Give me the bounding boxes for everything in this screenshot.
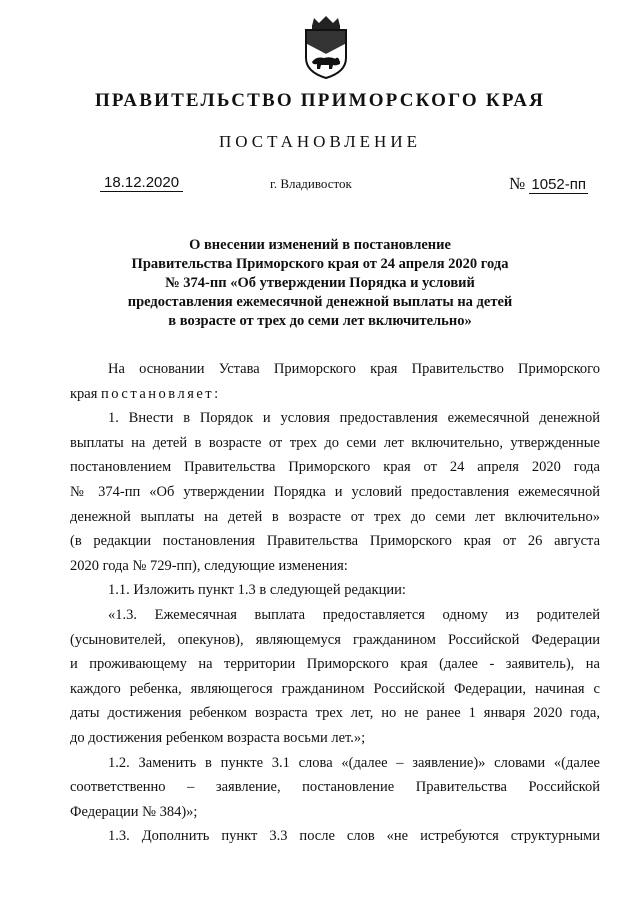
quote-line: и проживающему на территории Приморского края (далее - заявитель), на [70,656,600,673]
resolves-word: постановляет [101,385,215,402]
quote-line: «1.3. Ежемесячная выплата предоставляется одному из родителей [108,606,600,623]
preamble-line [70,382,600,407]
document-number [509,174,588,194]
paragraph-line: выплаты на детей в возрасте от трех до семи лет включительно, утвержденные [70,434,600,451]
paragraph-line: (в редакции постановления Правительства Приморского края от 26 августа [70,533,600,550]
quote-line: (усыновителей, опекунов), являющемуся гражданином Российской Федерации [70,631,600,648]
coat-of-arms-icon [300,14,352,80]
paragraph-line: 1.2. Заменить в пункте 3.1 слова «(далее – заявление)» словами «(далее [108,754,600,771]
paragraph-line: 2020 года № 729-пп), следующие изменения: [70,557,348,574]
document-body [70,357,600,849]
paragraph-line: соответственно – заявление, постановление Правительства Российской [70,779,600,796]
preamble-colon: : [214,385,219,402]
document-date-value: 18.12.2020 [100,174,183,192]
paragraph-line: Федерации № 384)»; [70,803,198,820]
paragraph-line: 1. Внести в Порядок и условия предоставления ежемесячной денежной [108,410,600,427]
quote-line: каждого ребенка, являющегося гражданином Российской Федерации, начиная с [70,680,600,697]
document-subject [110,236,530,331]
document-number-value: 1052-пп [531,176,586,193]
paragraph-line: денежной выплаты на детей в возрасте от трех до семи лет включительно» [70,508,600,525]
quote-line: до достижения ребенком возраста восьми лет.»; [70,729,366,746]
subject-line: № 374-пп «Об утверждении Порядка и условий [165,275,475,291]
subject-line: Правительства Приморского края от 24 апреля 2020 года [131,256,509,272]
subject-line: предоставления ежемесячной денежной выплаты на детей [127,294,513,310]
number-symbol: № [508,174,526,193]
subject-line: в возрасте от трех до семи лет включительно» [168,313,472,329]
subject-line: О внесении изменений в постановление [189,237,451,253]
document-date [100,174,183,191]
paragraph-line: № 374-пп «Об утверждении Порядка и условий предоставления ежемесячной [70,483,600,500]
preamble-line: На основании Устава Приморского края Правительство Приморского [108,361,600,377]
document-city: г. Владивосток [270,176,352,191]
paragraph-line: 1.1. Изложить пункт 1.3 в следующей редакции: [108,582,406,599]
government-title: ПРАВИТЕЛЬСТВО ПРИМОРСКОГО КРАЯ [94,90,546,111]
quote-line: даты достижения ребенком возраста трех лет, но не ранее 1 января 2020 года, [70,705,600,722]
paragraph-line: постановлением Правительства Приморского края от 24 апреля 2020 года [70,459,600,476]
paragraph-line: 1.3. Дополнить пункт 3.3 после слов «не истребуются структурными [108,828,600,845]
document-type: ПОСТАНОВЛЕНИЕ [218,132,421,151]
preamble-text: края [70,385,102,402]
